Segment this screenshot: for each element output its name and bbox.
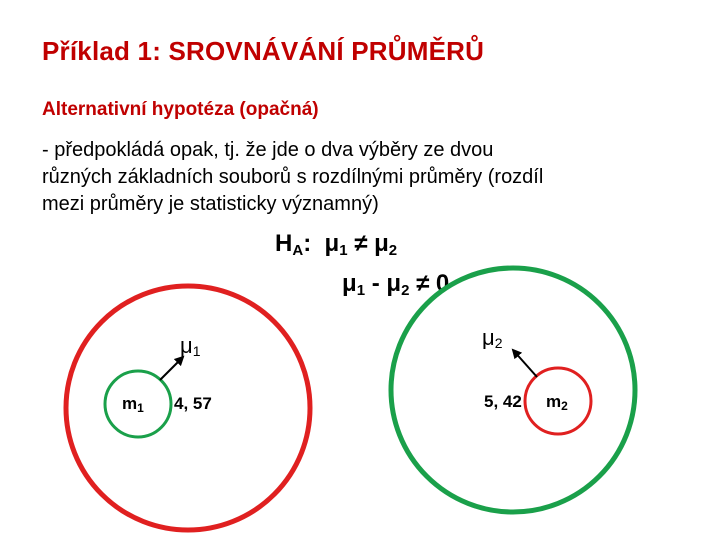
arrow-sample1-to-mu1 — [160, 357, 183, 380]
difference-formula: $\mu_1 - \mu_2 \ne 0$ — [342, 270, 450, 299]
sample-2-mean-value: 5, 42 — [484, 392, 522, 411]
population-2-circle — [391, 268, 635, 512]
alternative-hypothesis-formula: $H_A$: $\mu_1 \ne \mu_2$ — [275, 230, 398, 259]
arrow-sample2-to-mu2 — [513, 350, 537, 377]
m1-label: $m_1$ — [122, 394, 144, 415]
slide-title: Příklad 1: SROVNÁVÁNÍ PRŮMĚRŮ — [42, 36, 485, 66]
mu2-label: $\mu_2$ — [482, 325, 503, 351]
sample-1-mean-value: 4, 57 — [174, 394, 212, 413]
mu1-label: $\mu_1$ — [180, 333, 201, 359]
m2-label: $m_2$ — [546, 392, 568, 413]
section-heading: Alternativní hypotéza (opačná) — [42, 99, 319, 120]
body-text: - předpokládá opak, tj. že jde o dva výběry ze dvou různých základních souborů s rozdílnými průměry (rozdíl mezi průměry je statisticky významný) — [42, 139, 544, 215]
